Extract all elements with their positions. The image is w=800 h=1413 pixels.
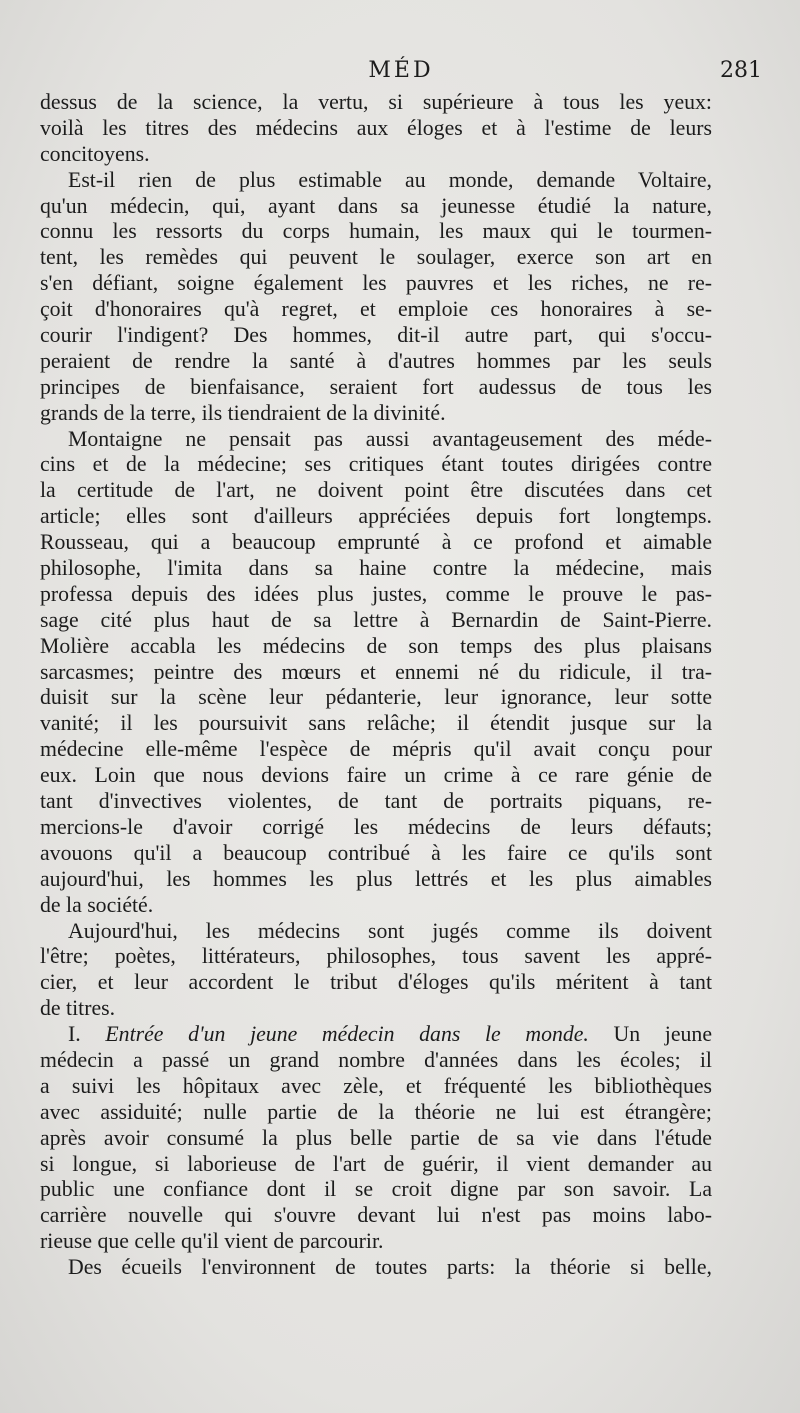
- text-line: l'être; poètes, littérateurs, philosophes, tous savent les appré-: [40, 944, 712, 969]
- text-line: médecine elle-même l'espèce de mépris qu'il avait conçu pour: [40, 737, 712, 762]
- text-line: Aujourd'hui, les médecins sont jugés comme ils doivent: [68, 918, 712, 943]
- text-line: avouons qu'il a beaucoup contribué à les faire ce qu'ils sont: [40, 840, 712, 865]
- page-number: 281: [720, 58, 762, 83]
- text-line: courir l'indigent? Des hommes, dit-il autre part, qui s'occu-: [40, 323, 712, 348]
- text-line: après avoir consumé la plus belle partie de sa vie dans l'étude: [40, 1125, 712, 1150]
- text-line: tent, les remèdes qui peuvent le soulager, exerce son art en: [40, 245, 712, 270]
- text-line: connu les ressorts du corps humain, les maux qui le tourmen-: [40, 219, 712, 244]
- text-line: sarcasmes; peintre des mœurs et ennemi né du ridicule, il tra-: [40, 659, 712, 684]
- text-line: Des écueils l'environnent de toutes parts: la théorie si belle,: [68, 1255, 712, 1280]
- text-line: cins et de la médecine; ses critiques étant toutes dirigées contre: [40, 452, 712, 477]
- text-line: la certitude de l'art, ne doivent point être discutées dans cet: [40, 478, 712, 503]
- text-line: rieuse que celle qu'il vient de parcourir.: [40, 1229, 384, 1254]
- text-line: dessus de la science, la vertu, si supérieure à tous les yeux:: [40, 90, 712, 114]
- section-heading-line: [40, 1022, 712, 1048]
- text-line: médecin a passé un grand nombre d'années dans les écoles; il: [40, 1047, 712, 1072]
- text-line: sage cité plus haut de sa lettre à Bernardin de Saint-Pierre.: [40, 607, 712, 632]
- text-line: qu'un médecin, qui, ayant dans sa jeunesse étudié la nature,: [40, 193, 712, 218]
- text-line: çoit d'honoraires qu'à regret, et emploie ces honoraires à se-: [40, 297, 712, 322]
- text-line: carrière nouvelle qui s'ouvre devant lui n'est pas moins labo-: [40, 1203, 712, 1228]
- text-line: Rousseau, qui a beaucoup emprunté à ce profond et aimable: [40, 530, 712, 555]
- section-title: Entrée d'un jeune médecin dans le monde.: [105, 1022, 589, 1047]
- text-line: si longue, si laborieuse de l'art de guérir, il vient demander au: [40, 1151, 712, 1176]
- text-line: s'en défiant, soigne également les pauvres et les riches, ne re-: [40, 271, 712, 296]
- text-line: professa depuis des idées plus justes, comme le prouve le pas-: [40, 581, 712, 606]
- text-line: eux. Loin que nous devions faire un crime à ce rare génie de: [40, 763, 712, 788]
- text-line: duisit sur la scène leur pédanterie, leur ignorance, leur sotte: [40, 685, 712, 710]
- page-header: [40, 58, 762, 88]
- text-line: aujourd'hui, les hommes les plus lettrés et les plus aimables: [40, 866, 712, 891]
- text-line: Montaigne ne pensait pas aussi avantageusement des méde-: [68, 426, 712, 451]
- text-line: avec assiduité; nulle partie de la théorie ne lui est étrangère;: [40, 1099, 712, 1124]
- text-line: principes de bienfaisance, seraient fort audessus de tous les: [40, 374, 712, 399]
- text-line: voilà les titres des médecins aux éloges et à l'estime de leurs: [40, 115, 712, 140]
- running-head: MÉD: [368, 58, 434, 83]
- text-line: Molière accabla les médecins de son temps des plus plaisans: [40, 633, 712, 658]
- section-line-rest: Un jeune: [613, 1022, 713, 1047]
- text-line: mercions-le d'avoir corrigé les médecins de leurs défauts;: [40, 814, 712, 839]
- text-line: tant d'invectives violentes, de tant de portraits piquans, re-: [40, 789, 712, 814]
- text-line: philosophe, l'imita dans sa haine contre la médecine, mais: [40, 556, 712, 581]
- text-line: de titres.: [40, 996, 116, 1021]
- text-line: de la société.: [40, 892, 154, 917]
- text-line: vanité; il les poursuivit sans relâche; il étendit jusque sur la: [40, 711, 712, 736]
- text-line: concitoyens.: [40, 141, 150, 166]
- text-line: grands de la terre, ils tiendraient de la divinité.: [40, 400, 446, 425]
- text-line: a suivi les hôpitaux avec zèle, et fréquenté les bibliothèques: [40, 1073, 712, 1098]
- text-line: article; elles sont d'ailleurs appréciées depuis fort longtemps.: [40, 504, 712, 529]
- section-number: I.: [68, 1022, 81, 1047]
- text-line: Est-il rien de plus estimable au monde, demande Voltaire,: [68, 167, 712, 192]
- body-text: [40, 90, 712, 1281]
- text-line: cier, et leur accordent le tribut d'éloges qu'ils méritent à tant: [40, 970, 712, 995]
- text-line: peraient de rendre la santé à d'autres hommes par les seuls: [40, 348, 712, 373]
- text-line: public une confiance dont il se croit digne par son savoir. La: [40, 1177, 712, 1202]
